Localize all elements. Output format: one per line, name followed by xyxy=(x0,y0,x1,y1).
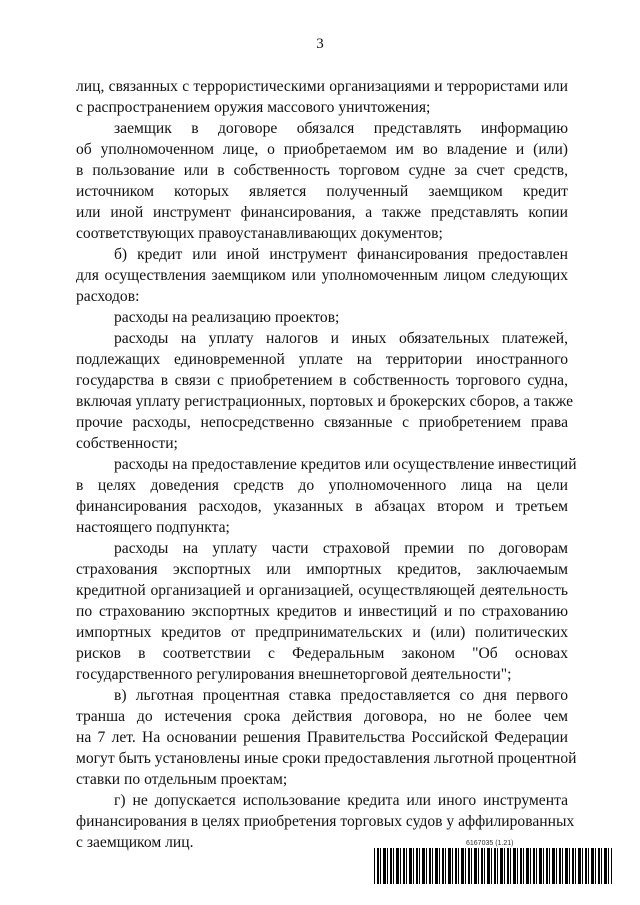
text-line: финансирования в целях приобретения торговых судов у аффилированных xyxy=(76,813,575,830)
text-line: в целях доведения средств до уполномоченного лица на цели xyxy=(76,477,568,494)
text-line: страхования экспортных или импортных кредитов, заключаемым xyxy=(76,561,568,578)
document-body xyxy=(76,76,577,853)
text-line: заемщик в договоре обязался представлять информацию xyxy=(114,120,568,137)
text-line: кредитной организацией и организацией, осуществляющей деятельность xyxy=(76,582,568,599)
text-line: для осуществления заемщиком или уполномоченным лицом следующих xyxy=(76,267,568,284)
text-line: могут быть установлены иные сроки предоставления льготной процентной xyxy=(76,750,577,767)
text-line: государства в связи с приобретением в собственность торгового судна, xyxy=(76,372,568,389)
text-line: расходы на предоставление кредитов или осуществление инвестиций xyxy=(114,456,577,473)
text-line: финансирования расходов, указанных в абзацах втором и третьем xyxy=(76,498,568,515)
text-line: расходы на уплату налогов и иных обязательных платежей, xyxy=(114,330,568,347)
text-line: государственного регулирования внешнеторговой деятельности"; xyxy=(76,666,512,683)
text-line: источником которых является полученный заемщиком кредит xyxy=(76,183,568,200)
text-line: по страхованию экспортных кредитов и инвестиций и по страхованию xyxy=(76,603,568,620)
text-line: прочие расходы, непосредственно связанные с приобретением права xyxy=(76,414,568,431)
text-line: расходов: xyxy=(76,288,140,305)
text-line: с заемщиком лиц. xyxy=(76,834,194,851)
page-number: 3 xyxy=(316,36,324,52)
text-line: расходы на реализацию проектов; xyxy=(114,309,340,326)
document-code: 6167035 (1.21) xyxy=(466,840,514,847)
barcode-image xyxy=(374,848,612,884)
text-line: в) льготная процентная ставка предоставляется со дня первого xyxy=(114,687,568,704)
text-line: б) кредит или иной инструмент финансирования предоставлен xyxy=(114,246,568,263)
text-line: рисков в соответствии с Федеральным законом "Об основах xyxy=(76,645,568,662)
text-line: включая уплату регистрационных, портовых и брокерских сборов, а также xyxy=(76,393,574,410)
text-line: расходы на уплату части страховой премии по договорам xyxy=(114,540,568,557)
text-line: лиц, связанных с террористическими организациями и террористами или xyxy=(76,78,568,95)
text-line: соответствующих правоустанавливающих документов; xyxy=(76,225,443,242)
text-line: в пользование или в собственность торговом судне за счет средств, xyxy=(76,162,568,179)
text-line: на 7 лет. На основании решения Правительства Российской Федерации xyxy=(76,729,568,746)
text-line: об уполномоченном лице, о приобретаемом им во владение и (или) xyxy=(76,141,568,158)
text-line: собственности; xyxy=(76,435,178,452)
text-line: ставки по отдельным проектам; xyxy=(76,771,288,788)
text-line: настоящего подпункта; xyxy=(76,519,230,536)
text-line: г) не допускается использование кредита или иного инструмента xyxy=(114,792,568,809)
text-line: импортных кредитов от предпринимательских и (или) политических xyxy=(76,624,568,641)
text-line: транша до истечения срока действия договора, но не более чем xyxy=(76,708,568,725)
text-line: или иной инструмент финансирования, а также представлять копии xyxy=(76,204,568,221)
text-line: подлежащих единовременной уплате на территории иностранного xyxy=(76,351,568,368)
text-line: с распространением оружия массового уничтожения; xyxy=(76,99,431,116)
